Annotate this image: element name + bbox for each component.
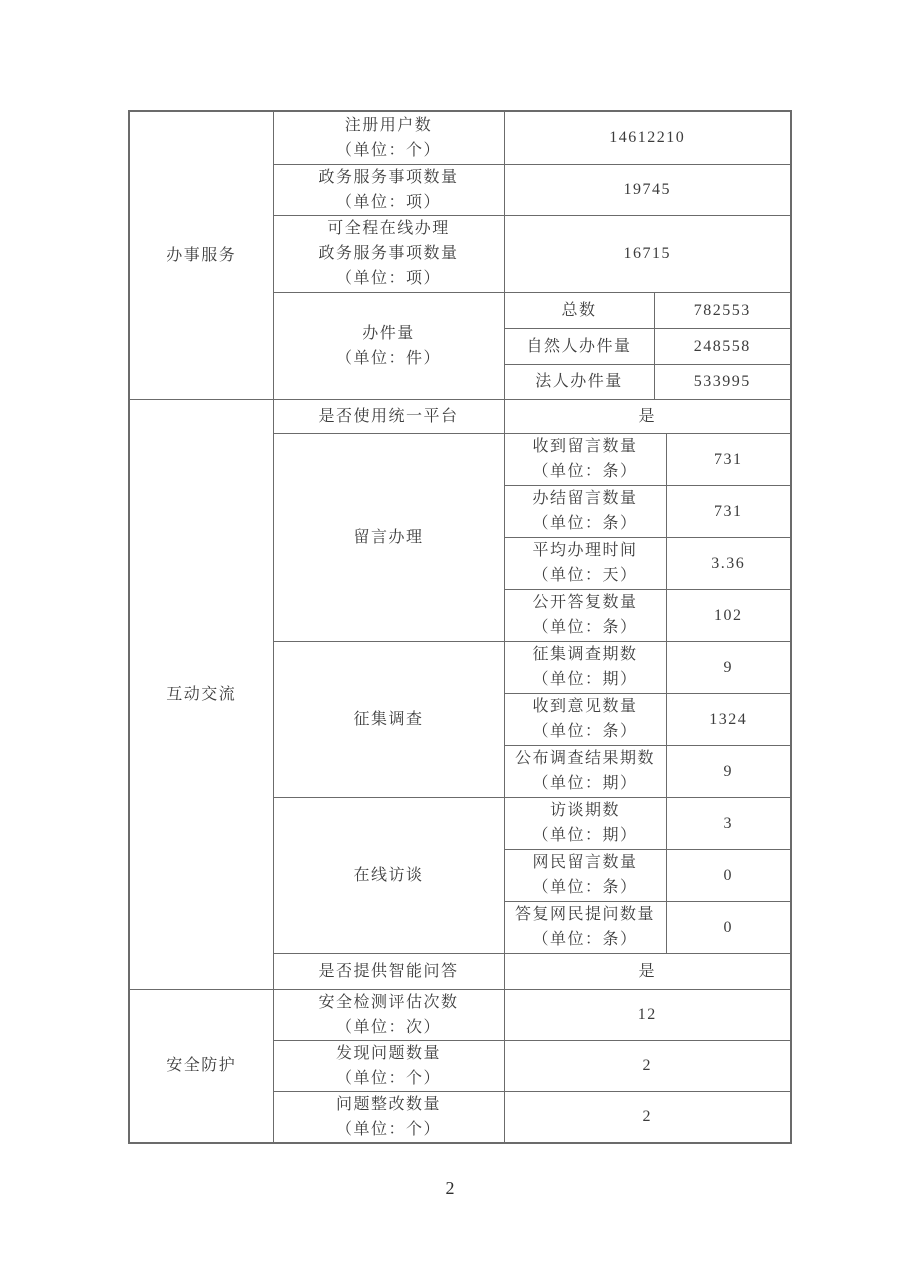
unit-messages-completed: （单位：条） — [532, 515, 638, 532]
group-title-service-label: 办事服务 — [166, 246, 237, 264]
label-survey-text: 征集调查 — [353, 710, 424, 728]
label-security-assessments — [273, 989, 504, 1040]
value-messages-completed: 731 — [666, 485, 791, 537]
value-case-legal-person: 533995 — [654, 364, 791, 399]
label-interview-text: 在线访谈 — [353, 866, 424, 884]
label-avg-handle-time — [504, 537, 666, 589]
label-unified-platform: 是否使用统一平台 — [273, 399, 504, 433]
label-public-replies-text: 公开答复数量 — [532, 594, 638, 611]
group-title-interaction — [129, 399, 273, 989]
value-problems-fixed: 2 — [504, 1091, 791, 1143]
label-survey-periods-text: 征集调查期数 — [532, 646, 638, 663]
label-messages-received — [504, 433, 666, 485]
label-problems-fixed — [273, 1091, 504, 1143]
label-messages-received-text: 收到留言数量 — [532, 438, 638, 455]
label-messages-completed — [504, 485, 666, 537]
statistics-table — [128, 110, 792, 1144]
label-survey-results — [504, 745, 666, 797]
value-survey-opinions: 1324 — [666, 693, 791, 745]
unit-security-assessments: （单位：次） — [335, 1018, 441, 1036]
label-smart-qa: 是否提供智能问答 — [273, 953, 504, 989]
unit-messages-received: （单位：条） — [532, 463, 638, 480]
unit-problems-fixed: （单位：个） — [335, 1120, 441, 1138]
group-title-interaction-label: 互动交流 — [166, 685, 237, 703]
unit-netizen-messages: （单位：条） — [532, 879, 638, 896]
label-netizen-messages — [504, 849, 666, 901]
unit-registered-users: （单位：个） — [335, 141, 441, 159]
value-avg-handle-time: 3.36 — [666, 537, 791, 589]
value-case-total: 782553 — [654, 292, 791, 328]
unit-avg-handle-time: （单位：天） — [532, 567, 638, 584]
value-smart-qa: 是 — [504, 953, 791, 989]
value-case-natural-person: 248558 — [654, 328, 791, 364]
label-survey-opinions — [504, 693, 666, 745]
value-registered-users: 14612210 — [504, 111, 791, 164]
value-interview-periods: 3 — [666, 797, 791, 849]
label-case-total: 总数 — [504, 292, 654, 328]
value-messages-received: 731 — [666, 433, 791, 485]
label-survey — [273, 641, 504, 797]
label-problems-found — [273, 1040, 504, 1091]
label-message-handling-text: 留言办理 — [353, 528, 424, 546]
label-message-handling — [273, 433, 504, 641]
unit-netizen-replies: （单位：条） — [532, 931, 638, 948]
value-public-replies: 102 — [666, 589, 791, 641]
unit-problems-found: （单位：个） — [335, 1069, 441, 1087]
label-security-assessments-text: 安全检测评估次数 — [318, 993, 459, 1011]
label-netizen-replies — [504, 901, 666, 953]
value-survey-results: 9 — [666, 745, 791, 797]
unit-case-volume: （单位：件） — [335, 349, 441, 367]
label-problems-fixed-text: 问题整改数量 — [335, 1095, 441, 1113]
unit-service-items: （单位：项） — [335, 193, 441, 211]
unit-public-replies: （单位：条） — [532, 619, 638, 636]
value-netizen-messages: 0 — [666, 849, 791, 901]
label-service-items-text: 政务服务事项数量 — [318, 168, 459, 186]
label-full-online-items-line2: 政务服务事项数量 — [318, 245, 459, 262]
label-messages-completed-text: 办结留言数量 — [532, 490, 638, 507]
label-case-natural-person: 自然人办件量 — [504, 328, 654, 364]
value-security-assessments: 12 — [504, 989, 791, 1040]
label-service-items — [273, 164, 504, 215]
label-avg-handle-time-text: 平均办理时间 — [532, 542, 638, 559]
label-public-replies — [504, 589, 666, 641]
label-survey-periods — [504, 641, 666, 693]
group-title-security — [129, 989, 273, 1143]
label-interview-periods-text: 访谈期数 — [549, 802, 620, 819]
label-case-volume-text: 办件量 — [362, 324, 415, 342]
label-full-online-items-line1: 可全程在线办理 — [327, 220, 450, 237]
label-interview-periods — [504, 797, 666, 849]
label-problems-found-text: 发现问题数量 — [335, 1044, 441, 1062]
value-netizen-replies: 0 — [666, 901, 791, 953]
label-netizen-messages-text: 网民留言数量 — [532, 854, 638, 871]
label-full-online-items — [273, 215, 504, 292]
label-survey-opinions-text: 收到意见数量 — [532, 698, 638, 715]
value-survey-periods: 9 — [666, 641, 791, 693]
unit-survey-periods: （单位：期） — [532, 671, 638, 688]
value-unified-platform: 是 — [504, 399, 791, 433]
label-netizen-replies-text: 答复网民提问数量 — [514, 906, 655, 923]
value-full-online-items: 16715 — [504, 215, 791, 292]
unit-survey-opinions: （单位：条） — [532, 723, 638, 740]
label-interview — [273, 797, 504, 953]
unit-full-online-items: （单位：项） — [335, 270, 441, 287]
value-problems-found: 2 — [504, 1040, 791, 1091]
value-service-items: 19745 — [504, 164, 791, 215]
group-title-security-label: 安全防护 — [166, 1057, 237, 1074]
label-case-legal-person: 法人办件量 — [504, 364, 654, 399]
group-title-service — [129, 111, 273, 399]
page-number: 2 — [445, 1178, 455, 1198]
unit-survey-results: （单位：期） — [532, 775, 638, 792]
label-registered-users — [273, 111, 504, 164]
unit-interview-periods: （单位：期） — [532, 827, 638, 844]
label-survey-results-text: 公布调查结果期数 — [514, 750, 655, 767]
label-registered-users-text: 注册用户数 — [344, 116, 433, 134]
label-case-volume — [273, 292, 504, 399]
